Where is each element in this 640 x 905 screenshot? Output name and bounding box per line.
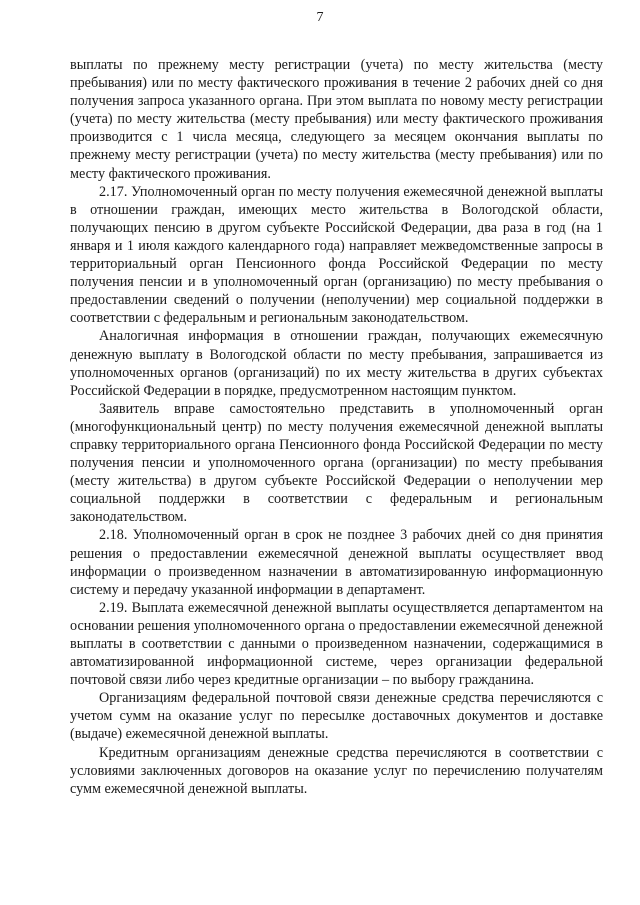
paragraph: 2.18. Уполномоченный орган в срок не позднее 3 рабочих дней со дня принятия решения о предоставлении ежемесячной денежной выплаты осуществляет ввод информации о произведенном назначении в автоматизированную информационную систему и передачу указанной информации в департамент. xyxy=(70,527,603,598)
paragraph: 2.19. Выплата ежемесячной денежной выплаты осуществляется департаментом на основании решения уполномоченного органа о предоставлении ежемесячной денежной выплаты в соответствии с данными о произведенном назначении, содержащимися в автоматизированной информационной системе, через организации федеральной почтовой связи либо через кредитные организации – по выбору гражданина. xyxy=(70,599,603,689)
document-body xyxy=(70,56,603,798)
paragraph: Кредитным организациям денежные средства перечисляются в соответствии с условиями заключенных договоров на оказание услуг по перечислению получателям сумм ежемесячной денежной выплаты. xyxy=(70,744,603,797)
paragraph: 2.17. Уполномоченный орган по месту получения ежемесячной денежной выплаты в отношении граждан, имеющих место жительства в Вологодской области, получающих пенсию в другом субъекте Российской Федерации, два раза в год (на 1 января и 1 июля каждого календарного года) направляет межведомственные запросы в территориальный орган Пенсионного фонда Российской Федерации по месту получения пенсии и в уполномоченный орган (организацию) по месту пребывания о предоставлении сведений о получении (неполучении) мер социальной поддержки в соответствии с федеральным и региональным законодательством. xyxy=(70,183,603,327)
paragraph: Аналогичная информация в отношении граждан, получающих ежемесячную денежную выплату в Вологодской области по месту пребывания, запрашивается из уполномоченных органов (организаций) по их месту жительства в других субъектах Российской Федерации в порядке, предусмотренном настоящим пунктом. xyxy=(70,328,603,399)
paragraph: Организациям федеральной почтовой связи денежные средства перечисляются с учетом сумм на оказание услуг по пересылке доставочных документов и доставке (выдаче) ежемесячной денежной выплаты. xyxy=(70,690,603,743)
paragraph: Заявитель вправе самостоятельно представить в уполномоченный орган (многофункциональный центр) по месту получения ежемесячной денежной выплаты справку территориального органа Пенсионного фонда Российской Федерации по месту получения пенсии и уполномоченного органа (организации) по месту пребывания (месту жительства) в другом субъекте Российской Федерации о неполучении мер социальной поддержки в соответствии с федеральным и региональным законодательством. xyxy=(70,400,603,526)
paragraph: выплаты по прежнему месту регистрации (учета) по месту жительства (месту пребывания) или по месту фактического проживания в течение 2 рабочих дней со дня получения запроса указанного органа. При этом выплата по новому месту регистрации (учета) по месту жительства (месту пребывания) или месту фактического проживания производится с 1 числа месяца, следующего за месяцем окончания выплаты по прежнему месту регистрации (учета) по месту жительства (месту пребывания) или по месту фактического проживания. xyxy=(70,57,603,182)
page-number: 7 xyxy=(316,10,324,25)
